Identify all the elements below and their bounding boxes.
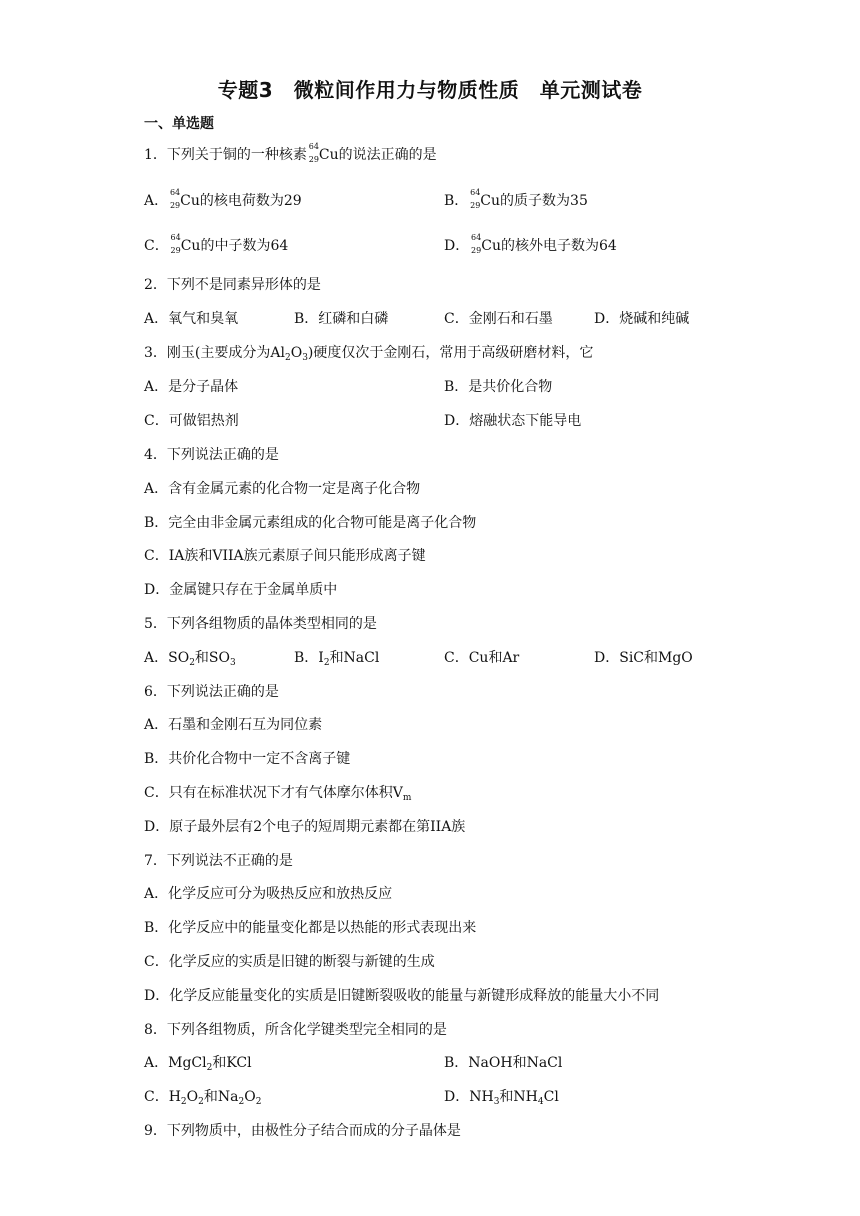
question-1-stem: 1．下列关于铜的一种核素 64 29 Cu的说法正确的是 <box>144 142 437 164</box>
question-7-option-b[interactable]: B．化学反应中的能量变化都是以热能的形式表现出来 <box>144 920 477 936</box>
question-7-option-c[interactable]: C．化学反应的实质是旧键的断裂与新键的生成 <box>144 954 435 970</box>
question-2-stem: 2．下列不是同素异形体的是 <box>144 277 321 293</box>
question-9-stem: 9．下列物质中，由极性分子结合而成的分子晶体是 <box>144 1123 461 1139</box>
question-5-stem: 5．下列各组物质的晶体类型相同的是 <box>144 616 377 632</box>
question-3-option-d[interactable]: D．熔融状态下能导电 <box>444 413 582 429</box>
question-6-stem: 6．下列说法正确的是 <box>144 684 279 700</box>
question-3-option-a[interactable]: A．是分子晶体 <box>144 379 239 395</box>
chemical-formula: $Al_2O_3$ <box>270 345 308 363</box>
question-1-option-c[interactable]: C． 64 29 Cu的中子数为64 <box>144 233 289 255</box>
question-4-option-b[interactable]: B．完全由非金属元素组成的化合物可能是离子化合物 <box>144 515 477 531</box>
question-3-option-c[interactable]: C．可做铝热剂 <box>144 413 239 429</box>
question-4-option-d[interactable]: D．金属键只存在于金属单质中 <box>144 582 338 598</box>
question-6-option-c[interactable]: C．只有在标准状况下才有气体摩尔体积$V_m$ <box>144 785 412 803</box>
question-2-option-d[interactable]: D．烧碱和纯碱 <box>594 311 690 327</box>
question-1-option-b[interactable]: B． 64 29 Cu的质子数为35 <box>444 188 588 210</box>
isotope-notation: 64 29 <box>170 233 181 255</box>
question-7-option-d[interactable]: D．化学反应能量变化的实质是旧键断裂吸收的能量与新键形成释放的能量大小不同 <box>144 988 660 1004</box>
page-title: 专题3 微粒间作用力与物质性质 单元测试卷 <box>217 78 643 102</box>
isotope-notation: 64 29 <box>169 188 181 210</box>
isotope-notation: 64 29 <box>471 233 482 255</box>
question-1-option-d[interactable]: D． 64 29 Cu的核外电子数为64 <box>444 233 617 255</box>
question-2-option-b[interactable]: B．红磷和白磷 <box>294 311 389 327</box>
question-6-option-a[interactable]: A．石墨和金刚石互为同位素 <box>144 717 323 733</box>
question-8-option-b[interactable]: B．NaOH和NaCl <box>444 1055 563 1071</box>
isotope-notation: 64 29 <box>308 142 319 164</box>
question-6-option-d[interactable]: D．原子最外层有2个电子的短周期元素都在第IIA族 <box>144 819 466 835</box>
question-5-option-d[interactable]: D．SiC和MgO <box>594 650 693 666</box>
question-5-option-a[interactable]: A．$SO_2$和$SO_3$ <box>144 650 236 668</box>
question-3-stem: 3．刚玉(主要成分为$Al_2O_3$)硬度仅次于金刚石，常用于高级研磨材料，它 <box>144 345 594 363</box>
question-2-option-a[interactable]: A．氧气和臭氧 <box>144 311 239 327</box>
question-4-option-c[interactable]: C．IA族和VIIA族元素原子间只能形成离子键 <box>144 548 426 564</box>
question-8-option-c[interactable]: C．$H_2O_2$和$Na_2O_2$ <box>144 1089 262 1107</box>
question-7-option-a[interactable]: A．化学反应可分为吸热反应和放热反应 <box>144 886 393 902</box>
question-5-option-c[interactable]: C．Cu和Ar <box>444 650 520 666</box>
question-2-option-c[interactable]: C．金刚石和石墨 <box>444 311 553 327</box>
question-6-option-b[interactable]: B．共价化合物中一定不含离子键 <box>144 751 351 767</box>
question-5-option-b[interactable]: B．$I_2$和NaCl <box>294 650 380 668</box>
section-heading: 一、单选题 <box>144 116 214 132</box>
question-1-option-a[interactable]: A． 64 29 Cu的核电荷数为29 <box>144 188 302 210</box>
isotope-notation: 64 29 <box>470 188 481 210</box>
question-7-stem: 7．下列说法不正确的是 <box>144 853 293 869</box>
question-8-option-a[interactable]: A．MgCl$_2$和KCl <box>144 1055 252 1073</box>
question-8-option-d[interactable]: D．$NH_3$和$NH_4Cl$ <box>444 1089 559 1107</box>
question-4-stem: 4．下列说法正确的是 <box>144 447 279 463</box>
question-4-option-a[interactable]: A．含有金属元素的化合物一定是离子化合物 <box>144 481 421 497</box>
question-8-stem: 8．下列各组物质，所含化学键类型完全相同的是 <box>144 1022 447 1038</box>
question-3-option-b[interactable]: B．是共价化合物 <box>444 379 553 395</box>
